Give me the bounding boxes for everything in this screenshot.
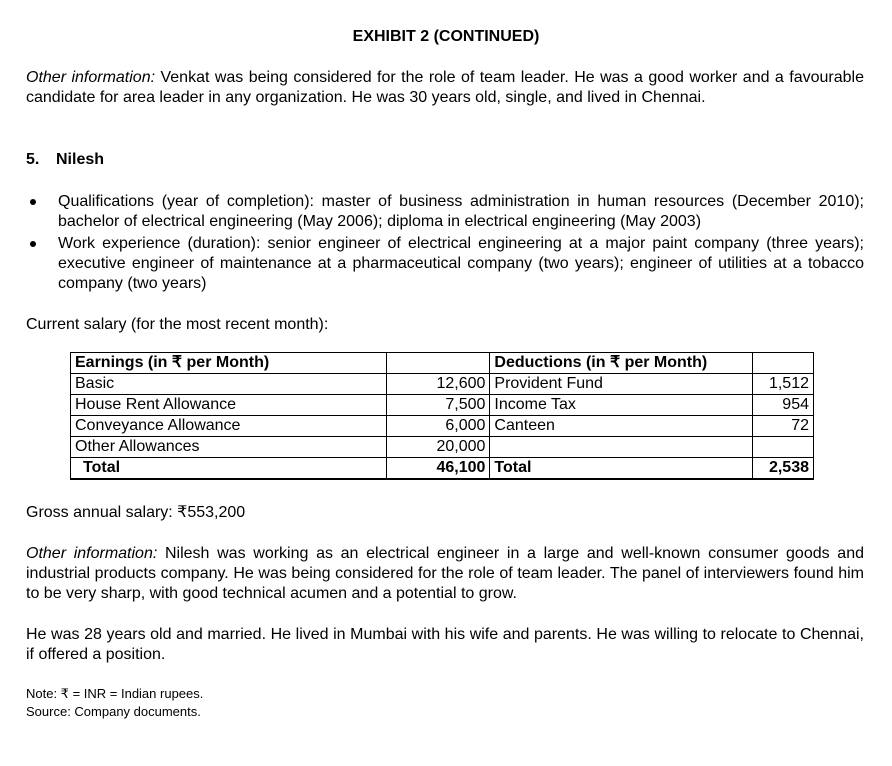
earning-amount: 7,500 [387,395,490,416]
deduction-amount: 954 [753,395,814,416]
earning-label: Basic [71,374,387,395]
earnings-total-label: Total [71,458,387,480]
qualification-list [26,192,864,296]
table-row [71,416,814,437]
deduction-amount: 72 [753,416,814,437]
nilesh-personal-info: He was 28 years old and married. He lived in Mumbai with his wife and parents. He was willing to relocate to Chennai, if offered a position. [26,626,864,663]
source: Source: Company documents. [26,704,201,719]
venkat-info-text: Venkat was being considered for the role of team leader. He was a good worker and a favourable candidate for area leader in any organization. He was 30 years old, single, and lived in Chennai. [26,69,864,106]
list-item [26,234,864,294]
nilesh-other-information [26,544,864,604]
bullet-text: Work experience (duration): senior engineer of electrical engineering at a major paint company (three years); executive engineer of maintenance at a pharmaceutical company (two years); engineer of utilities at a tobacco company (two years) [58,235,864,292]
earning-label: Conveyance Allowance [71,416,387,437]
earning-label: House Rent Allowance [71,395,387,416]
earning-amount: 6,000 [387,416,490,437]
earnings-total-amount: 46,100 [387,458,490,480]
venkat-other-information [26,68,864,108]
deduction-label: Income Tax [490,395,753,416]
deductions-total-label: Total [490,458,753,480]
table-row [71,374,814,395]
deductions-total-amount: 2,538 [753,458,814,480]
earning-amount: 20,000 [387,437,490,458]
deductions-header: Deductions (in ₹ per Month) [490,353,753,374]
bullet-icon [30,199,36,205]
venkat-info-label: Other information: [26,69,156,86]
deduction-label: Canteen [490,416,753,437]
table-row [71,395,814,416]
deduction-label: Provident Fund [490,374,753,395]
deduction-amount [753,437,814,458]
salary-table [70,352,814,480]
current-salary-label: Current salary (for the most recent month): [26,316,329,333]
table-row [71,437,814,458]
deduction-label [490,437,753,458]
table-header-row [71,353,814,374]
nilesh-info-label: Other information: [26,545,158,562]
table-total-row [71,458,814,480]
gross-annual-salary: Gross annual salary: ₹553,200 [26,504,246,521]
bullet-icon [30,241,36,247]
deductions-amount-header [753,353,814,374]
deduction-amount: 1,512 [753,374,814,395]
earnings-header: Earnings (in ₹ per Month) [71,353,387,374]
bullet-text: Qualifications (year of completion): master of business administration in human resources (December 2010); bachelor of electrical engineering (May 2006); diploma in electrical engineering (May 2003) [58,193,864,230]
note: Note: ₹ = INR = Indian rupees. [26,686,204,701]
earning-label: Other Allowances [71,437,387,458]
earnings-amount-header [387,353,490,374]
earning-amount: 12,600 [387,374,490,395]
section-name: Nilesh [56,151,105,168]
nilesh-info-text: Nilesh was working as an electrical engineer in a large and well-known consumer goods and industrial products company. He was being considered for the role of team leader. The panel of interviewers found him to be very sharp, with good technical acumen and a potential to grow. [26,545,864,602]
exhibit-title: EXHIBIT 2 (CONTINUED) [352,28,540,45]
list-item [26,192,864,232]
section-heading [26,151,104,169]
section-number: 5. [26,151,40,168]
